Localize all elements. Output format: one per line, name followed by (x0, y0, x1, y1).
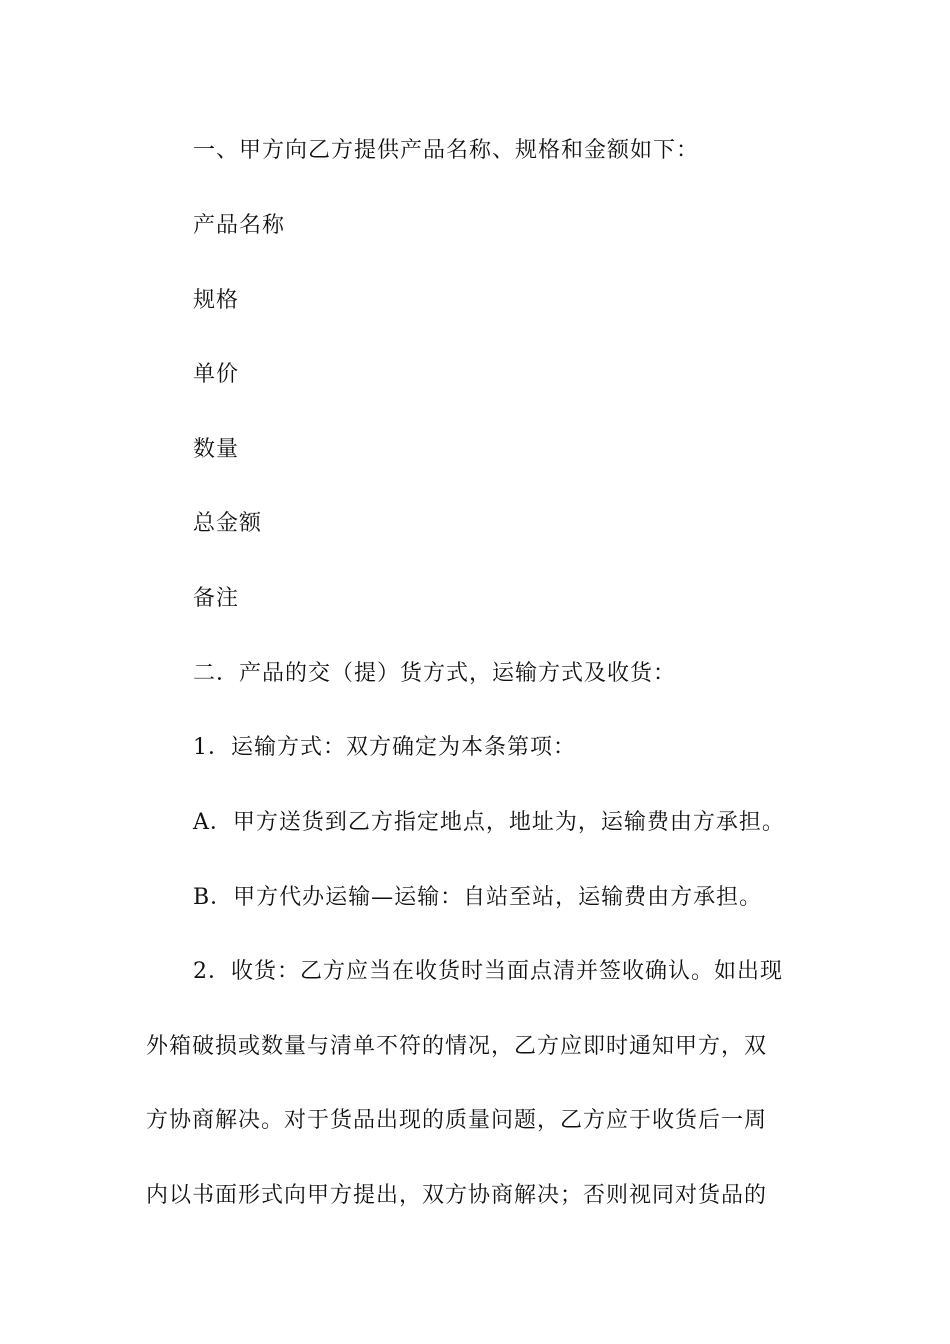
clause-receiving-line-1: 2．收货：乙方应当在收货时当面点清并签收确认。如出现 (193, 959, 783, 984)
field-remarks: 备注 (193, 586, 240, 611)
clause-receiving-line-4: 内以书面形式向甲方提出，双方协商解决；否则视同对货品的 (146, 1183, 768, 1208)
field-unit-price: 单价 (193, 362, 240, 387)
clause-option-a: A．甲方送货到乙方指定地点，地址为，运输费由方承担。 (193, 810, 785, 835)
section-one-heading: 一、甲方向乙方提供产品名称、规格和金额如下： (193, 138, 700, 163)
field-quantity: 数量 (193, 437, 240, 462)
field-product-name: 产品名称 (193, 213, 286, 238)
clause-option-b: B．甲方代办运输—运输：自站至站，运输费由方承担。 (193, 885, 763, 910)
field-total-amount: 总金额 (193, 511, 263, 536)
field-specification: 规格 (193, 288, 240, 313)
clause-receiving-line-3: 方协商解决。对于货品出现的质量问题，乙方应于收货后一周 (146, 1108, 768, 1133)
section-two-heading: 二．产品的交（提）货方式，运输方式及收货： (193, 661, 677, 686)
clause-transport-method: 1．运输方式：双方确定为本条第项： (193, 735, 576, 760)
clause-receiving-line-2: 外箱破损或数量与清单不符的情况，乙方应即时通知甲方，双 (146, 1034, 768, 1059)
